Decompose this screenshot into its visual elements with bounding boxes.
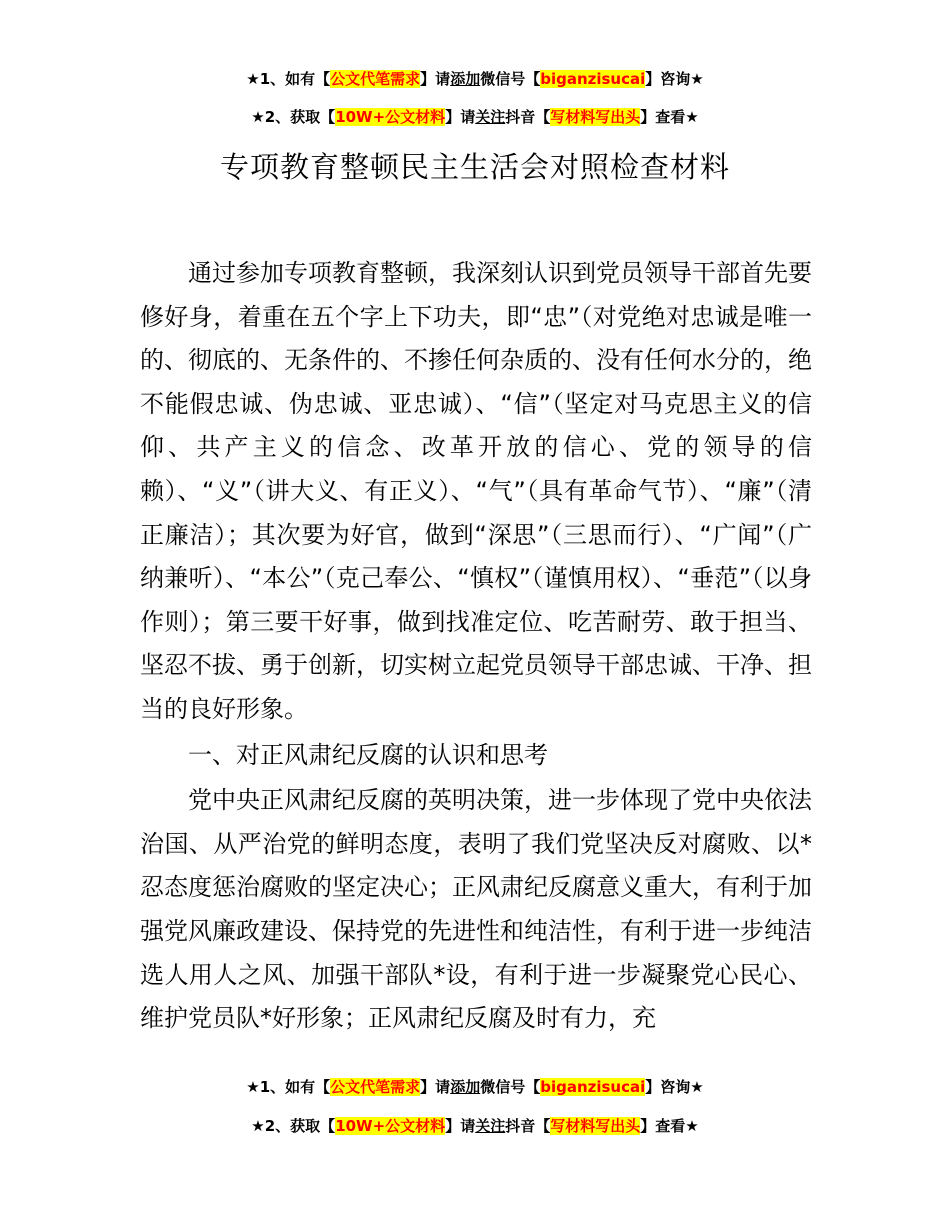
banner-wechat-id: biganzisucai xyxy=(540,1078,646,1096)
body-paragraph: 党中央正风肃纪反腐的英明决策，进一步体现了党中央依法治国、从严治党的鲜明态度，表明了我们党坚决反对腐败、以*忍态度惩治腐败的坚定决心；正风肃纪反腐意义重大，有利于加强党风廉政建设、保持党的先进性和纯洁性，有利于进一步纯洁选人用人之风、加强干部队*设，有利于进一步凝聚党心民心、维护党员队*好形象；正风肃纪反腐及时有力，充 xyxy=(140,786,812,1033)
banner-emphasis: 关注 xyxy=(475,108,506,126)
banner-text: 】请 xyxy=(420,70,451,88)
banner-emphasis: 添加 xyxy=(450,70,481,88)
banner-highlight: 公文代笔需求 xyxy=(330,70,421,88)
banner-prefix: ★2、获取【 xyxy=(251,1117,336,1135)
banner-emphasis: 关注 xyxy=(475,1117,506,1135)
banner-douyin-id: 写材料写出头 xyxy=(550,108,641,126)
banner-wechat-id: biganzisucai xyxy=(540,70,646,88)
bottom-banner-line-2 xyxy=(0,1115,950,1137)
banner-text: 】请 xyxy=(420,1078,451,1096)
banner-douyin-id: 写材料写出头 xyxy=(550,1117,641,1135)
banner-suffix: 】查看★ xyxy=(640,1117,699,1135)
banner-prefix: ★2、获取【 xyxy=(251,108,336,126)
banner-text: 抖音【 xyxy=(505,1117,551,1135)
banner-prefix: ★1、如有【 xyxy=(246,1078,331,1096)
banner-highlight: 10W+公文材料 xyxy=(335,108,446,126)
banner-text: 微信号【 xyxy=(480,1078,541,1096)
banner-suffix: 】查看★ xyxy=(640,108,699,126)
banner-text: 】请 xyxy=(445,108,476,126)
banner-text: 抖音【 xyxy=(505,108,551,126)
banner-highlight: 公文代笔需求 xyxy=(330,1078,421,1096)
banner-text: 】请 xyxy=(445,1117,476,1135)
banner-prefix: ★1、如有【 xyxy=(246,70,331,88)
top-banner-line-2 xyxy=(0,106,950,128)
banner-suffix: 】咨询★ xyxy=(645,1078,704,1096)
banner-text: 微信号【 xyxy=(480,70,541,88)
top-banner-line-1 xyxy=(0,68,950,90)
banner-highlight: 10W+公文材料 xyxy=(335,1117,446,1135)
body-paragraph-intro: 通过参加专项教育整顿，我深刻认识到党员领导干部首先要修好身，着重在五个字上下功夫，即“忠”（对党绝对忠诚是唯一的、彻底的、无条件的、不掺任何杂质的、没有任何水分的，绝不能假忠诚、伪忠诚、亚忠诚）、“信”（坚定对马克思主义的信仰、共产主义的信念、改革开放的信心、党的领导的信赖）、“义”（讲大义、有正义）、“气”（具有革命气节）、“廉”（清正廉洁）；其次要为好官，做到“深思”（三思而行）、“广闻”（广纳兼听）、“本公”（克己奉公、“慎权”（谨慎用权）、“垂范”（以身作则）；第三要干好事，做到找准定位、吃苦耐劳、敢于担当、坚忍不拔、勇于创新，切实树立起党员领导干部忠诚、干净、担当的良好形象。 xyxy=(140,259,812,723)
bottom-banner-line-1 xyxy=(0,1076,950,1098)
section-heading: 一、对正风肃纪反腐的认识和思考 xyxy=(188,740,548,769)
document-body xyxy=(140,252,812,1041)
banner-suffix: 】咨询★ xyxy=(645,70,704,88)
document-title: 专项教育整顿民主生活会对照检查材料 xyxy=(219,150,730,184)
banner-emphasis: 添加 xyxy=(450,1078,481,1096)
